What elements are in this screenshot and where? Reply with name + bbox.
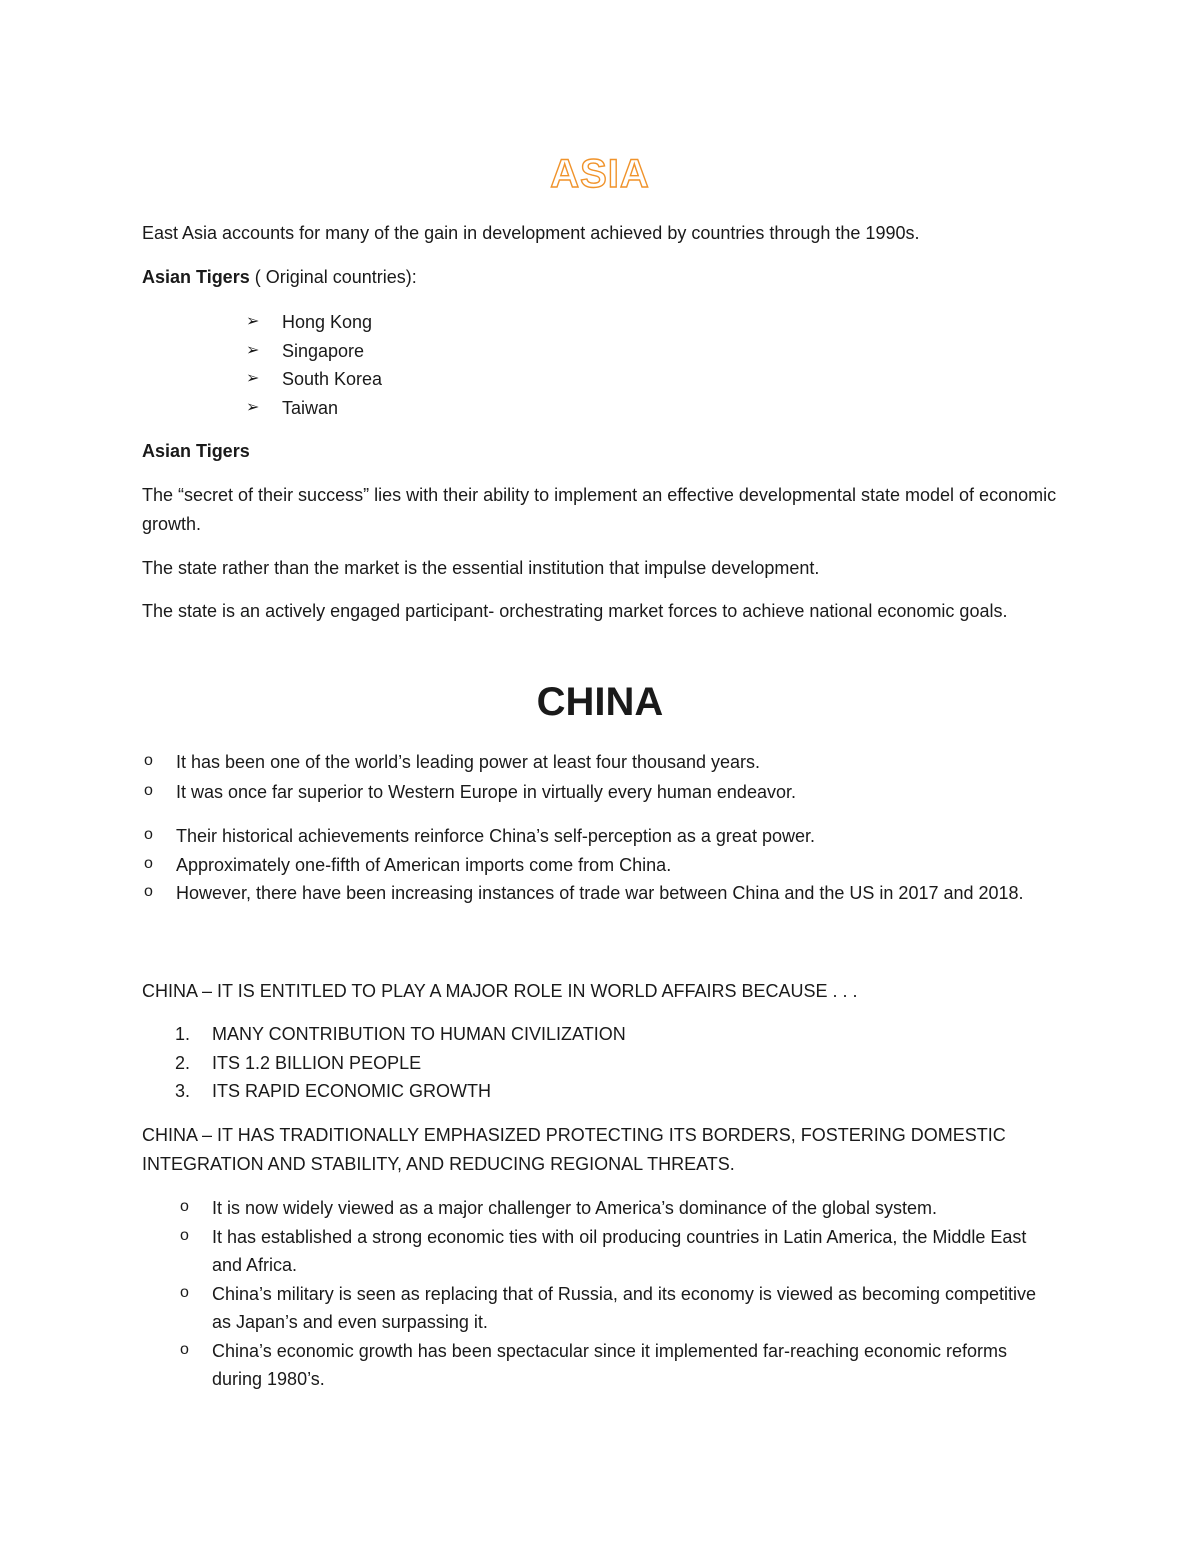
list-item: ➢ Taiwan xyxy=(282,394,382,423)
asia-title: ASIA xyxy=(550,152,650,196)
circle-bullet-icon: o xyxy=(144,883,153,900)
china-role-reasons xyxy=(175,1020,626,1106)
list-number: 3. xyxy=(175,1081,191,1101)
circle-bullet-icon: o xyxy=(180,1198,189,1215)
circle-bullet-icon: o xyxy=(180,1283,189,1301)
asia-paragraph-2: The state rather than the market is the essential institution that impulse development. xyxy=(142,558,820,578)
circle-bullet-icon: o xyxy=(180,1340,189,1358)
list-item: o Approximately one-fifth of American imports come from China. xyxy=(176,851,1056,880)
list-item: o It has established a strong economic ties with oil producing countries in Latin America, the Middle East and Africa. xyxy=(212,1223,1042,1280)
arrow-bullet-icon: ➢ xyxy=(246,313,260,330)
list-item: o China’s economic growth has been spectacular since it implemented far-reaching economic reforms during 1980’s. xyxy=(212,1337,1042,1394)
list-number: 1. xyxy=(175,1024,191,1044)
arrow-bullet-icon: ➢ xyxy=(246,341,260,359)
circle-bullet-icon: o xyxy=(144,781,153,799)
list-item: 3. ITS RAPID ECONOMIC GROWTH xyxy=(212,1077,626,1106)
china-points-c xyxy=(180,1194,1042,1394)
list-item: o However, there have been increasing instances of trade war between China and the US in 2017 and 2018. xyxy=(176,879,1056,908)
asian-tigers-subheading: Asian Tigers xyxy=(142,441,250,461)
circle-bullet-icon: o xyxy=(180,1226,189,1244)
china-role-heading: CHINA – IT IS ENTITLED TO PLAY A MAJOR ROLE IN WORLD AFFAIRS BECAUSE . . . xyxy=(142,981,858,1001)
asian-tigers-heading-suffix: ( Original countries): xyxy=(249,267,417,287)
list-item: o It is now widely viewed as a major challenger to America’s dominance of the global system. xyxy=(212,1194,1042,1223)
circle-bullet-icon: o xyxy=(144,854,153,872)
list-item: o China’s military is seen as replacing that of Russia, and its economy is viewed as becoming competitive as Japan’s and even surpassing it. xyxy=(212,1280,1042,1337)
asian-tigers-heading: Asian Tigers xyxy=(142,267,250,287)
list-item: o It has been one of the world’s leading power at least four thousand years. xyxy=(176,748,796,777)
list-item: ➢ Hong Kong xyxy=(282,308,382,337)
list-item: o It was once far superior to Western Europe in virtually every human endeavor. xyxy=(176,778,796,807)
list-item: ➢ Singapore xyxy=(282,337,382,366)
asia-paragraph-1: The “secret of their success” lies with their ability to implement an effective developmental state model of economic growth. xyxy=(142,485,1057,534)
china-points-b xyxy=(144,822,1056,908)
china-borders-heading: CHINA – IT HAS TRADITIONALLY EMPHASIZED PROTECTING ITS BORDERS, FOSTERING DOMESTIC INTEGRATION AND STABILITY, AND REDUCING REGIONAL THREATS. xyxy=(142,1125,1006,1174)
list-number: 2. xyxy=(175,1052,191,1073)
asian-tigers-list xyxy=(246,308,383,422)
china-title: CHINA xyxy=(536,680,664,724)
arrow-bullet-icon: ➢ xyxy=(246,370,260,387)
circle-bullet-icon: o xyxy=(144,752,153,769)
circle-bullet-icon: o xyxy=(144,826,153,843)
asia-paragraph-3: The state is an actively engaged participant- orchestrating market forces to achieve national economic goals. xyxy=(142,601,1008,621)
list-item: 2. ITS 1.2 BILLION PEOPLE xyxy=(212,1049,626,1078)
asia-intro: East Asia accounts for many of the gain in development achieved by countries through the 1990s. xyxy=(142,223,920,243)
list-item: 1. MANY CONTRIBUTION TO HUMAN CIVILIZATION xyxy=(212,1020,626,1049)
arrow-bullet-icon: ➢ xyxy=(246,398,260,416)
list-item: ➢ South Korea xyxy=(282,365,382,394)
china-points-a xyxy=(144,748,796,806)
list-item: o Their historical achievements reinforce China’s self-perception as a great power. xyxy=(176,822,1056,851)
asian-tigers-heading-line xyxy=(142,263,1062,292)
